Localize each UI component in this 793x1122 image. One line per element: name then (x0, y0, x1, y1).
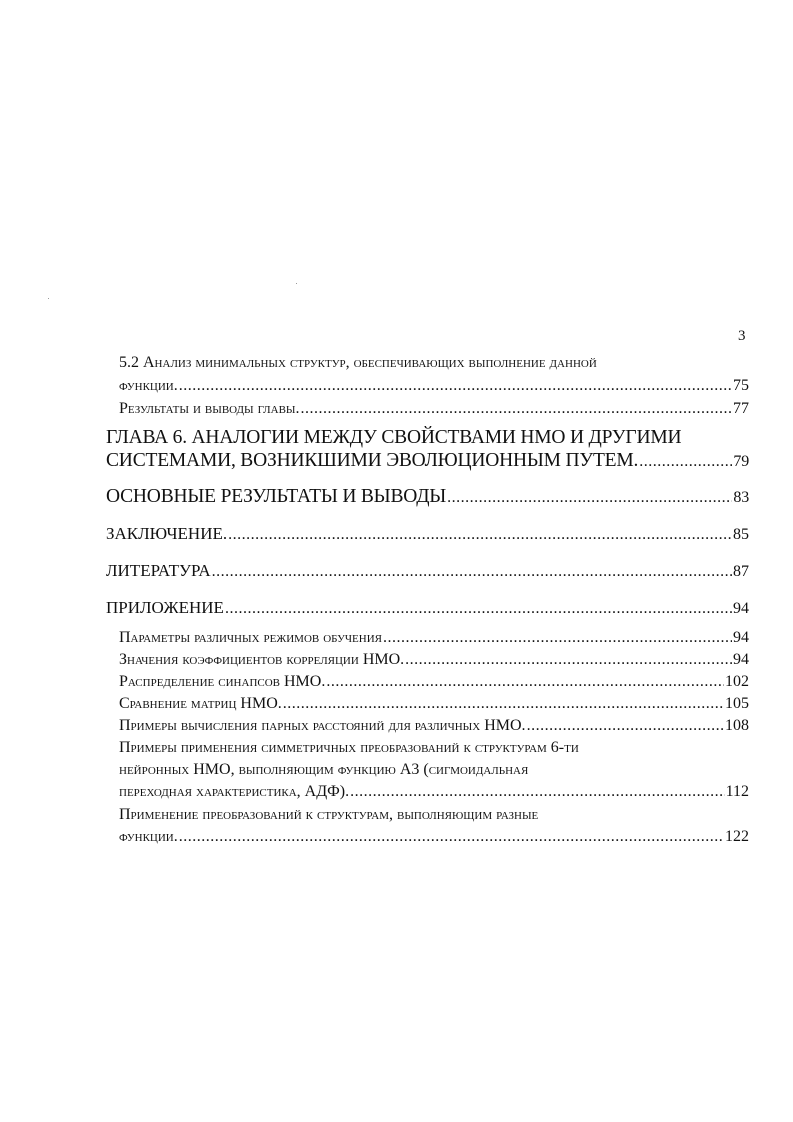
toc-page-number: 85 (733, 526, 749, 543)
toc-entry-title: Распределение синапсов НМО. (119, 673, 326, 690)
toc-page-number: 112 (725, 783, 749, 800)
leader-dots (405, 651, 732, 669)
toc-page-number: 77 (733, 400, 749, 417)
toc-entry-title: ЗАКЛЮЧЕНИЕ. (106, 524, 228, 543)
toc-page-number: 105 (725, 695, 749, 712)
toc-appendix (106, 598, 749, 618)
toc-appendix-item (119, 651, 749, 669)
toc-appendix-symmetric-line3: переходная характеристика, АДФ). (119, 783, 350, 800)
toc-page-number: 75 (733, 377, 749, 394)
toc-page-number: 79 (733, 453, 749, 470)
page-number: 3 (738, 328, 746, 344)
toc-appendix-symmetric-line2: нейронных НМО, выполняющим функцию A3 (сигмоидальная (119, 761, 529, 778)
toc-page-number: 94 (733, 651, 749, 668)
leader-dots (350, 783, 724, 801)
toc-literature (106, 561, 749, 581)
leader-dots (383, 629, 732, 647)
toc-appendix-item (119, 695, 749, 713)
toc-appendix-symmetric-line1: Примеры применения симметричных преобразований к структурам 6-ти (119, 739, 579, 756)
leader-dots (527, 717, 724, 735)
toc-appendix-transform-line1: Применение преобразований к структурам, выполняющим разные (119, 806, 539, 823)
leader-dots (447, 489, 732, 507)
toc-entry-title: Примеры вычисления парных расстояний для различных НМО. (119, 717, 526, 734)
toc-chapter-results (119, 400, 749, 418)
toc-entry-title: ПРИЛОЖЕНИЕ (106, 598, 224, 617)
leader-dots (301, 400, 732, 418)
toc-entry-title: Значения коэффициентов корреляции НМО. (119, 651, 405, 668)
toc-entry-title: ОСНОВНЫЕ РЕЗУЛЬТАТЫ И ВЫВОДЫ (106, 486, 447, 507)
toc-entry-title: Сравнение матриц НМО. (119, 695, 282, 712)
leader-dots (283, 695, 724, 713)
toc-appendix-transform-line2: функции. (119, 828, 178, 845)
leader-dots (179, 828, 724, 846)
toc-chapter-6 (106, 450, 749, 472)
toc-appendix-item (119, 629, 749, 647)
toc-page-number: 94 (733, 600, 749, 617)
toc-page-number: 108 (725, 717, 749, 734)
toc-page-number: 102 (725, 673, 749, 690)
toc-appendix-item (119, 673, 749, 691)
toc-entry-title: Результаты и выводы главы. (119, 400, 300, 417)
toc-section-5-2-line2: функции. (119, 377, 178, 394)
toc-entry-title: Параметры различных режимов обучения (119, 629, 382, 646)
leader-dots (639, 453, 732, 471)
leader-dots (179, 377, 732, 395)
toc-page-number: 87 (733, 563, 749, 580)
toc-page-number: 94 (733, 629, 749, 646)
toc-chapter-6-line2: СИСТЕМАМИ, ВОЗНИКШИМИ ЭВОЛЮЦИОННЫМ ПУТЕМ. (106, 450, 639, 471)
toc-entry-title: ЛИТЕРАТУРА (106, 561, 211, 580)
toc-section-5-2-line1: 5.2 Анализ минимальных структур, обеспечивающих выполнение данной (119, 354, 597, 371)
toc-conclusion (106, 524, 749, 544)
toc-main-results (106, 486, 749, 508)
toc-appendix-transform (119, 828, 749, 846)
leader-dots (228, 526, 732, 544)
leader-dots (326, 673, 724, 691)
toc-page-number: 122 (725, 828, 749, 845)
toc-appendix-symmetric (119, 783, 749, 801)
toc-page-number: 83 (733, 489, 749, 506)
leader-dots (212, 563, 732, 581)
toc-chapter-6-line1: ГЛАВА 6. АНАЛОГИИ МЕЖДУ СВОЙСТВАМИ НМО И ДРУГИМИ (106, 427, 682, 448)
toc-appendix-item (119, 717, 749, 735)
leader-dots (225, 600, 732, 618)
toc-section-5-2 (119, 377, 749, 395)
